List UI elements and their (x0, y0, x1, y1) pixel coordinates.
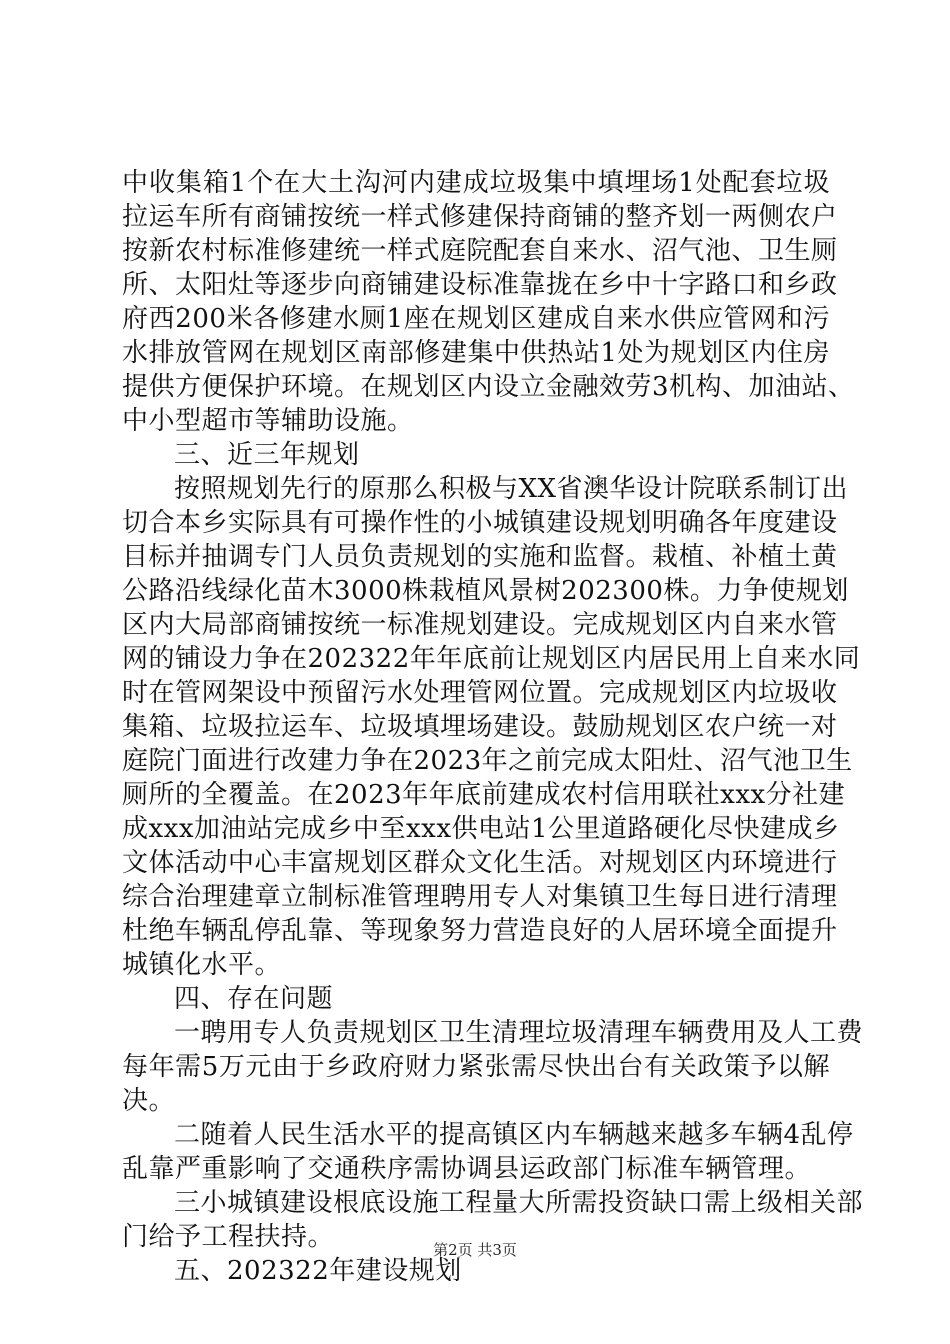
text-line: 目标并抽调专门人员负责规划的实施和监督。栽植、补植土黄 (122, 542, 838, 572)
text-line: 网的铺设力争在202322年年底前让规划区内居民用上自来水同 (122, 644, 861, 674)
text-line: 文体活动中心丰富规划区群众文化生活。对规划区内环境进行 (122, 848, 838, 878)
text-line: 一聘用专人负责规划区卫生清理垃圾清理车辆费用及人工费 (174, 1018, 864, 1048)
text-line: 按新农村标准修建统一样式庭院配套自来水、沼气池、卫生厕 (122, 236, 838, 266)
section-heading: 三、近三年规划 (174, 440, 360, 470)
text-line: 拉运车所有商铺按统一样式修建保持商铺的整齐划一两侧农户 (122, 202, 838, 232)
text-line: 三小城镇建设根底设施工程量大所需投资缺口需上级相关部 (174, 1188, 864, 1218)
text-line: 府西200米各修建水厕1座在规划区建成自来水供应管网和污 (122, 304, 830, 334)
text-line: 每年需5万元由于乡政府财力紧张需尽快出台有关政策予以解 (122, 1052, 830, 1082)
text-line: 提供方便保护环境。在规划区内设立金融效劳3机构、加油站、 (122, 372, 855, 402)
document-body (122, 166, 864, 1288)
text-line: 决。 (122, 1086, 176, 1116)
text-line: 所、太阳灶等逐步向商铺建设标准靠拢在乡中十字路口和乡政 (122, 270, 838, 300)
text-line: 城镇化水平。 (122, 950, 282, 980)
section-heading: 四、存在问题 (174, 984, 334, 1014)
text-line: 按照规划先行的原那么积极与XX省澳华设计院联系制订出 (174, 474, 849, 504)
text-line: 综合治理建章立制标准管理聘用专人对集镇卫生每日进行清理 (122, 882, 838, 912)
text-line: 时在管网架设中预留污水处理管网位置。完成规划区内垃圾收 (122, 678, 838, 708)
text-line: 区内大局部商铺按统一标准规划建设。完成规划区内自来水管 (122, 610, 838, 640)
text-line: 厕所的全覆盖。在2023年年底前建成农村信用联社xxx分社建 (122, 780, 846, 810)
text-line: 成xxx加油站完成乡中至xxx供电站1公里道路硬化尽快建成乡 (122, 814, 840, 844)
section-heading: 五、202322年建设规划 (174, 1256, 462, 1286)
text-line: 二随着人民生活水平的提高镇区内车辆越来越多车辆4乱停 (174, 1120, 854, 1150)
page-number-footer: 第2页 共3页 (433, 1241, 517, 1259)
text-line: 集箱、垃圾拉运车、垃圾填埋场建设。鼓励规划区农户统一对 (122, 712, 838, 742)
text-line: 门给予工程扶持。 (122, 1222, 335, 1252)
text-line: 公路沿线绿化苗木3000株栽植风景树202300株。力争使规划 (122, 576, 849, 606)
text-line: 乱靠严重影响了交通秩序需协调县运政部门标准车辆管理。 (122, 1154, 812, 1184)
text-line: 切合本乡实际具有可操作性的小城镇建设规划明确各年度建设 (122, 508, 838, 538)
text-line: 中小型超市等辅助设施。 (122, 406, 414, 436)
text-line: 中收集箱1个在大土沟河内建成垃圾集中填埋场1处配套垃圾 (122, 168, 830, 198)
text-line: 水排放管网在规划区南部修建集中供热站1处为规划区内住房 (122, 338, 830, 368)
text-line: 杜绝车辆乱停乱靠、等现象努力营造良好的人居环境全面提升 (122, 916, 838, 946)
text-line: 庭院门面进行改建力争在2023年之前完成太阳灶、沼气池卫生 (122, 746, 853, 776)
